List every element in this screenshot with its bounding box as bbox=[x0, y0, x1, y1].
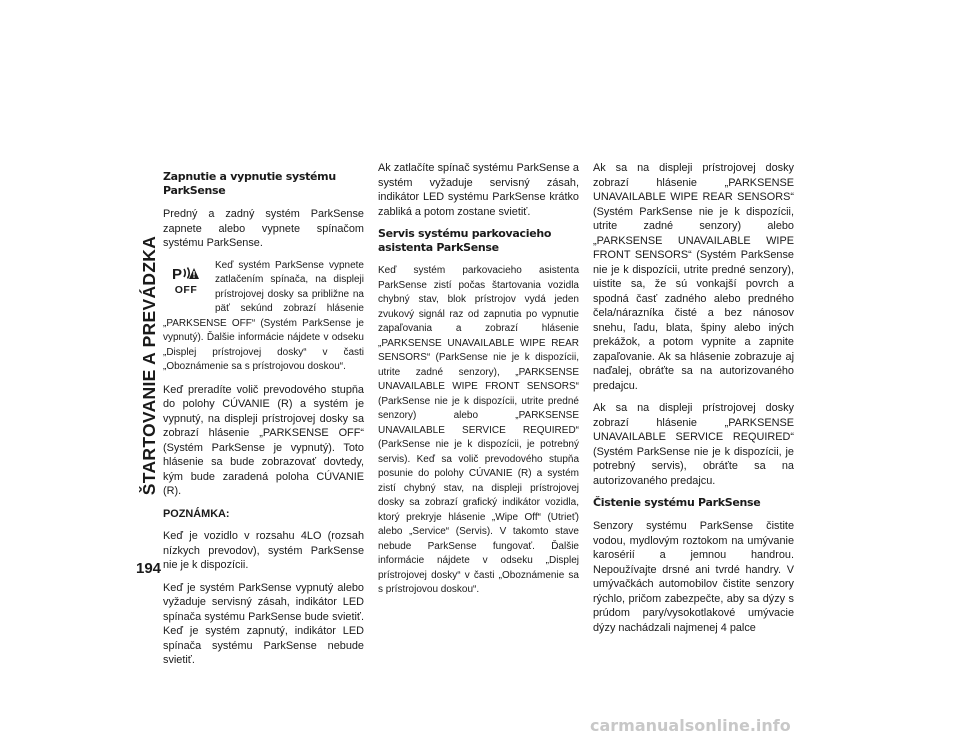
chapter-side-title bbox=[137, 165, 163, 565]
icon-paragraph bbox=[163, 259, 364, 375]
svg-text:P: P bbox=[172, 266, 183, 282]
heading-parksense-cleaning: Čistenie systému ParkSense bbox=[593, 496, 761, 509]
note-text: Keď je vozidlo v rozsahu 4LO (rozsah nízkych prevodov), systém ParkSense nie je k dispozícii. bbox=[163, 530, 364, 571]
paragraph-led: Keď je systém ParkSense vypnutý alebo vyžaduje servisný zásah, indikátor LED spínača systému ParkSense bude svietiť. Keď je systém zapnutý, indikátor LED spínača systému ParkSense nebude svietiť. bbox=[163, 581, 364, 666]
paragraph-cleaning: Senzory systému ParkSense čistite vodou, mydlovým roztokom na umývanie karosérií a jemnou handrou. Nepoužívajte drsné ani tvrdé handry. V umývačkách automobilov čistite senzory rýchlo, pričom zabezpečte, aby sa dýzy s prúdom pary/vysokotlakové umývacie dýzy nachádzali najmenej 4 palce bbox=[593, 520, 794, 634]
heading-parksense-on-off: Zapnutie a vypnutie systému ParkSense bbox=[163, 170, 336, 197]
icon-paragraph-text: Keď systém ParkSense vypnete zatlačením spínača, na displeji prístrojovej dosky sa približne na päť sekúnd zobrazí hlásenie „PARKSENSE OFF“ (Systém ParkSense je vypnutý). Ďalšie informácie nájdete v odseku „Displej prístrojovej dosky“ v časti „Oboznámenie sa s prístrojovou doskou“. bbox=[163, 259, 364, 372]
paragraph-service-required: Ak sa na displeji prístrojovej dosky zobrazí hlásenie „PARKSENSE UNAVAILABLE SERVICE REQUIRED“ (Systém ParkSense nie je k dispozícii, je potrebný servis), obráťte sa na autorizovaného predajcu. bbox=[593, 402, 794, 487]
off-label: OFF bbox=[174, 284, 198, 297]
column-1 bbox=[163, 170, 364, 676]
chapter-side-title-text: ŠTARTOVANIE A PREVÁDZKA bbox=[139, 235, 160, 495]
footer-watermark: carmanualsonline.info bbox=[590, 716, 791, 735]
page-number: 194 bbox=[136, 560, 162, 577]
note-title: POZNÁMKA: bbox=[163, 507, 230, 520]
paragraph-intro: Predný a zadný systém ParkSense zapnete alebo vypnete spínačom systému ParkSense. bbox=[163, 208, 364, 249]
paragraph-service: Keď systém parkovacieho asistenta ParkSense zistí počas štartovania vozidla chybný stav, blok prístrojov vydá jeden zvukový signál raz od zapnutia po vypnutie zapaľovania a zobrazí hlásenie „PARKSENSE UNAVAILABLE WIPE REAR SENSORS“ (ParkSense nie je k dispozícii, utrite zadné senzory), „PARKSENSE UNAVAILABLE WIPE FRONT SENSORS“ (ParkSense nie je k dispozícii, utrite predné senzory) alebo „PARKSENSE UNAVAILABLE SERVICE REQUIRED“ (ParkSense nie je k dispozícii, je potrebný servis). Keď sa volič prevodového stupňa posunie do polohy CÚVANIE (R) a systém zistí chybný stav, na displeji prístrojovej dosky sa zobrazí grafický indikátor vozidla, ktorý prekryje hlásenie „Wipe Off“ (Utrieť) alebo „Service“ (Servis). V takomto stave nebude ParkSense fungovať. Ďalšie informácie nájdete v odseku „Displej prístrojovej dosky“ v časti „Oboznámenie sa s prístrojovou doskou“. bbox=[378, 265, 579, 595]
parksense-off-icon bbox=[163, 261, 209, 303]
paragraph-reverse: Keď preradíte volič prevodového stupňa do polohy CÚVANIE (R) a systém je vypnutý, na displeji prístrojovej dosky sa zobrazí hlásenie „PARKSENSE OFF“ (Systém ParkSense je vypnutý). Toto hlásenie sa bude zobrazovať dovtedy, kým bude zaradená poloha CÚVANIE (R). bbox=[163, 383, 364, 497]
column-3 bbox=[593, 161, 794, 643]
paragraph-led-blink: Ak zatlačíte spínač systému ParkSense a systém vyžaduje servisný zásah, indikátor LED systému ParkSense krátko zabliká a potom zostane svietiť. bbox=[378, 162, 579, 218]
paragraph-wipe-sensors: Ak sa na displeji prístrojovej dosky zobrazí hlásenie „PARKSENSE UNAVAILABLE WIPE REAR SENSORS“ (Systém ParkSense nie je k dispozícii, utrite zadné senzory) alebo „PARKSENSE UNAVAILABLE WIPE FRONT SENSORS“ (Systém ParkSense nie je k dispozícii, utrite predné senzory), uistite sa, že sú vonkajší povrch a spodná časť zadného alebo predného čela/nárazníka čisté a bez nánosov snehu, ľadu, blata, špiny alebo iných prekážok, a potom vypnite a zapnite zapaľovanie. Ak sa hlásenie zobrazuje aj naďalej, obráťte sa na autorizovaného predajcu. bbox=[593, 162, 794, 392]
column-2 bbox=[378, 161, 579, 606]
parking-sensor-icon bbox=[171, 265, 201, 281]
heading-parksense-service: Servis systému parkovacieho asistenta ParkSense bbox=[378, 227, 552, 254]
